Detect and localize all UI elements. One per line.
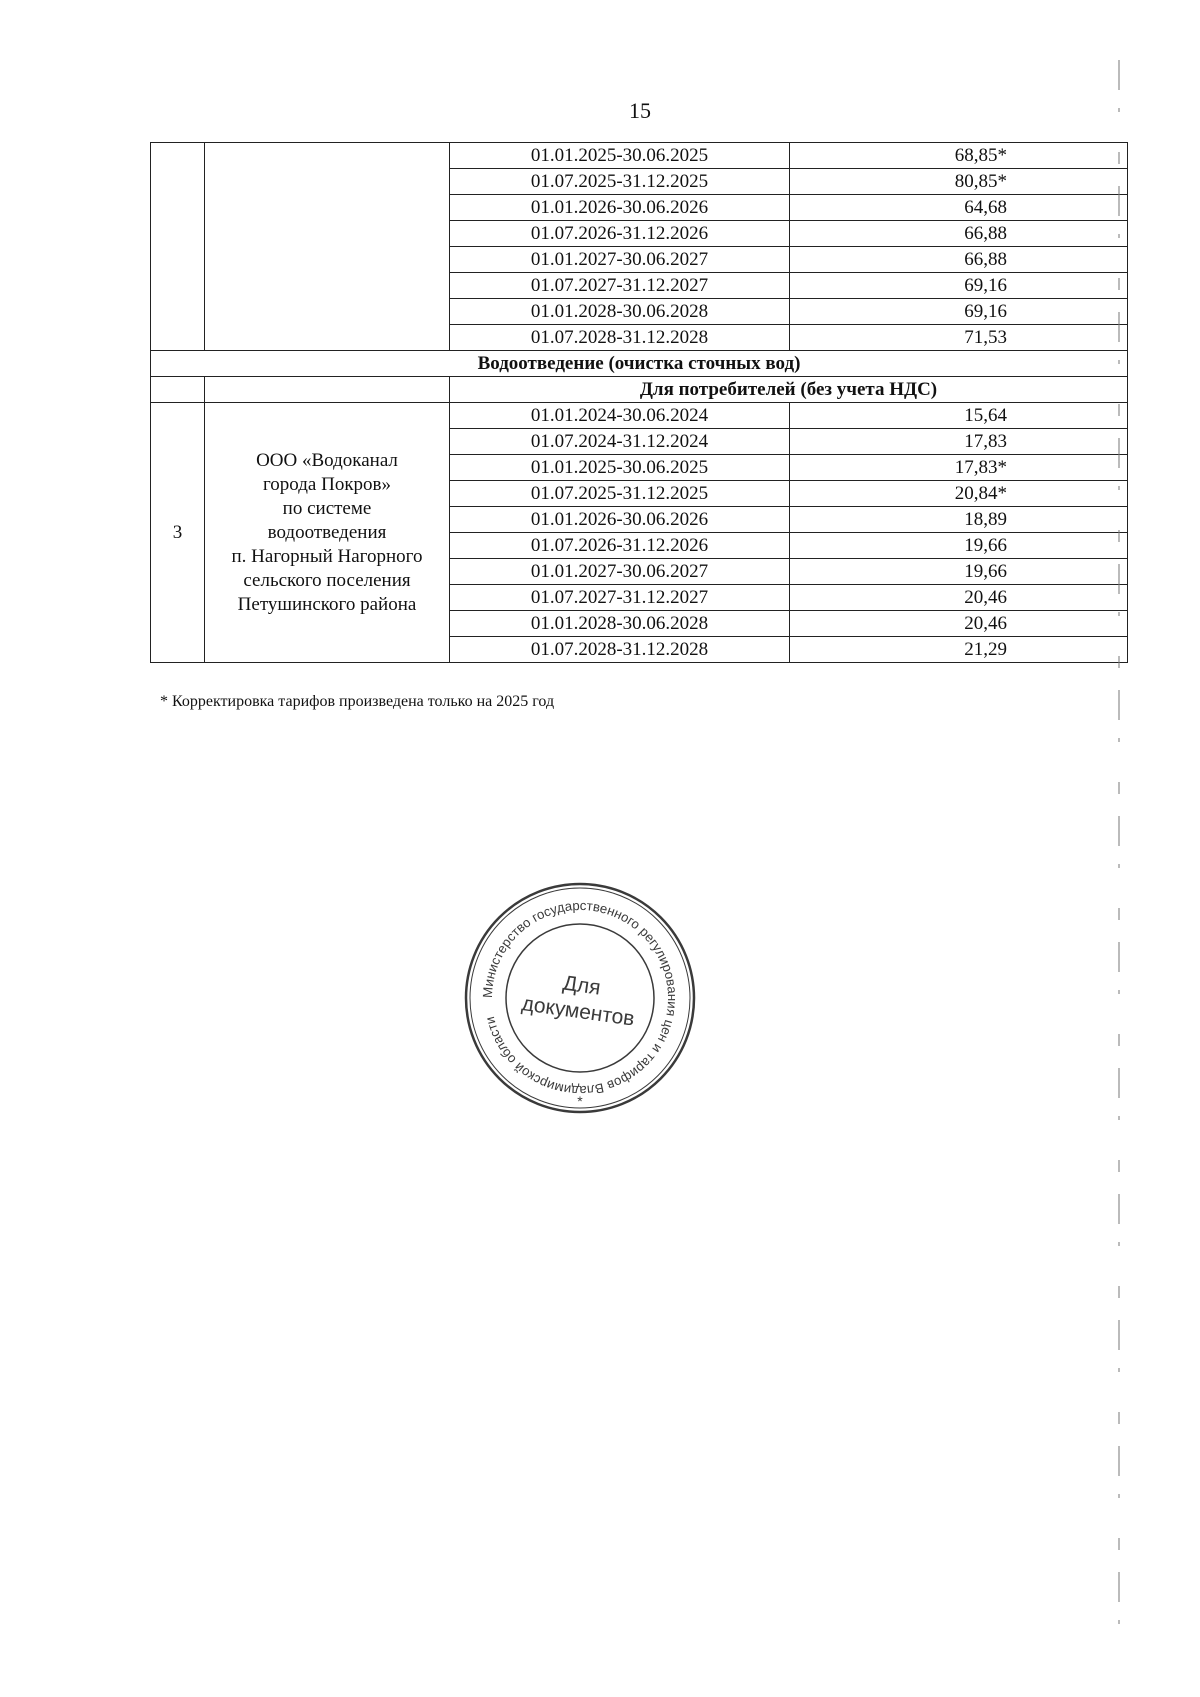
tariff-value-cell: 64,68: [790, 195, 1128, 221]
organization-line: ООО «Водоканал: [256, 449, 398, 471]
period-cell: 01.01.2027-30.06.2027: [450, 247, 790, 273]
official-stamp: [462, 880, 698, 1116]
stamp-center-line-2: документов: [520, 992, 636, 1031]
organization-cell: [205, 403, 450, 663]
tariff-value-cell: 20,84*: [790, 481, 1128, 507]
empty-cell: [205, 377, 450, 403]
empty-number-cell: [151, 143, 205, 351]
tariff-value-cell: 69,16: [790, 299, 1128, 325]
empty-organization-cell: [205, 143, 450, 351]
tariff-value-cell: 20,46: [790, 611, 1128, 637]
period-cell: 01.01.2025-30.06.2025: [450, 143, 790, 169]
section-row: [151, 351, 1128, 377]
stamp-outer-ring: [466, 884, 694, 1112]
organization-line: по системе: [282, 497, 372, 519]
period-cell: 01.07.2027-31.12.2027: [450, 585, 790, 611]
tariff-value-cell: 71,53: [790, 325, 1128, 351]
period-cell: 01.01.2028-30.06.2028: [450, 299, 790, 325]
organization-line: п. Нагорный Нагорного: [231, 545, 423, 567]
organization-line: сельского поселения: [243, 569, 411, 591]
tariff-value-cell: 69,16: [790, 273, 1128, 299]
organization-line: водоотведения: [267, 521, 387, 543]
period-cell: 01.01.2024-30.06.2024: [450, 403, 790, 429]
tariff-value-cell: 17,83: [790, 429, 1128, 455]
tariff-table: [150, 142, 1128, 663]
tariff-value-cell: 68,85*: [790, 143, 1128, 169]
empty-cell: [151, 377, 205, 403]
period-cell: 01.01.2027-30.06.2027: [450, 559, 790, 585]
period-cell: 01.07.2028-31.12.2028: [450, 637, 790, 663]
period-cell: 01.01.2026-30.06.2026: [450, 507, 790, 533]
page-number: 15: [629, 98, 651, 123]
subheader-row: [151, 377, 1128, 403]
period-cell: 01.07.2025-31.12.2025: [450, 169, 790, 195]
table-row: [151, 403, 1128, 429]
row-number: 3: [151, 403, 205, 663]
tariff-value-cell: 66,88: [790, 221, 1128, 247]
tariff-value-cell: 18,89: [790, 507, 1128, 533]
tariff-value-cell: 66,88: [790, 247, 1128, 273]
tariff-value-cell: 20,46: [790, 585, 1128, 611]
tariff-value-cell: 15,64: [790, 403, 1128, 429]
period-cell: 01.01.2026-30.06.2026: [450, 195, 790, 221]
stamp-star: *: [577, 1093, 583, 1109]
period-cell: 01.07.2027-31.12.2027: [450, 273, 790, 299]
table-row: [151, 143, 1128, 169]
consumer-subheader: Для потребителей (без учета НДС): [450, 377, 1128, 403]
period-cell: 01.07.2026-31.12.2026: [450, 221, 790, 247]
stamp-ring-text: Министерство государственного регулирования цен и тарифов Владимирской области: [479, 897, 681, 1099]
period-cell: 01.07.2024-31.12.2024: [450, 429, 790, 455]
tariff-value-cell: 17,83*: [790, 455, 1128, 481]
organization-line: Петушинского района: [237, 593, 417, 615]
period-cell: 01.07.2026-31.12.2026: [450, 533, 790, 559]
period-cell: 01.01.2028-30.06.2028: [450, 611, 790, 637]
section-title: Водоотведение (очистка сточных вод): [151, 351, 1128, 377]
footnote: * Корректировка тарифов произведена только на 2025 год: [160, 693, 555, 710]
period-cell: 01.07.2025-31.12.2025: [450, 481, 790, 507]
stamp-center-line-1: Для: [561, 971, 603, 1000]
period-cell: 01.07.2028-31.12.2028: [450, 325, 790, 351]
tariff-value-cell: 21,29: [790, 637, 1128, 663]
stamp-outer-ring-inner: [470, 888, 690, 1108]
tariff-value-cell: 19,66: [790, 533, 1128, 559]
scan-edge-artifact: [1118, 60, 1120, 1660]
period-cell: 01.01.2025-30.06.2025: [450, 455, 790, 481]
tariff-value-cell: 19,66: [790, 559, 1128, 585]
tariff-value-cell: 80,85*: [790, 169, 1128, 195]
organization-line: города Покров»: [262, 473, 392, 495]
